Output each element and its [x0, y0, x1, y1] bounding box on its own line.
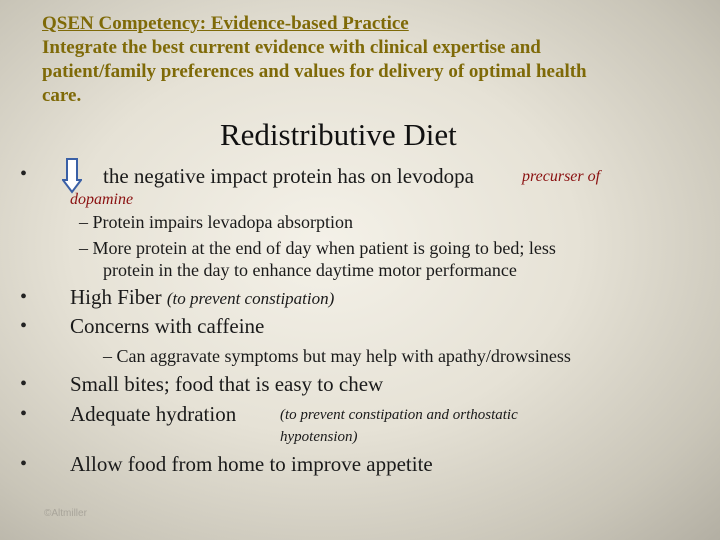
bullet-4-text: Small bites; food that is easy to chew: [70, 372, 384, 396]
qsen-text-line: patient/family preferences and values for delivery of optimal health: [42, 61, 587, 82]
bullet-3-sub-1: – Can aggravate symptoms but may help with apathy/drowsiness: [103, 346, 571, 366]
bullet-5-text: Adequate hydration: [70, 402, 237, 426]
slide-title: Redistributive Diet: [220, 117, 457, 152]
down-arrow-icon: [62, 158, 82, 194]
bullet-marker: •: [20, 373, 28, 395]
bullet-marker: •: [20, 163, 28, 185]
bullet-marker: •: [20, 286, 28, 308]
bullet-1-text: the negative impact protein has on levodopa: [103, 164, 474, 188]
qsen-text-line: care.: [42, 85, 82, 106]
bullet-6-text: Allow food from home to improve appetite: [70, 452, 433, 476]
qsen-title: QSEN Competency: Evidence-based Practice: [42, 13, 409, 34]
qsen-header: [42, 12, 692, 108]
bullet-marker: •: [20, 453, 28, 475]
bullet-5-note: (to prevent constipation and orthostatic: [280, 407, 518, 423]
bullet-marker: •: [20, 315, 28, 337]
bullet-1-sub-2: – More protein at the end of day when patient is going to bed; less: [79, 238, 556, 258]
bullet-marker: •: [20, 403, 28, 425]
qsen-text-line: Integrate the best current evidence with clinical expertise and: [42, 37, 541, 58]
bullet-2-text: [70, 285, 334, 310]
bullet-1-sub-2-cont: protein in the day to enhance daytime motor performance: [103, 260, 517, 280]
bullet-1-accent: precurser of: [522, 168, 601, 185]
footer-copyright: ©Altmiller: [44, 508, 87, 519]
bullet-1-accent-2: dopamine: [70, 191, 134, 208]
bullet-3-text: Concerns with caffeine: [70, 314, 265, 338]
bullet-5-note-cont: hypotension): [280, 429, 358, 445]
bullet-1-sub-1: – Protein impairs levadopa absorption: [79, 212, 353, 232]
bullet-2-label: High Fiber: [70, 285, 162, 309]
bullet-2-note: (to prevent constipation): [166, 289, 335, 308]
